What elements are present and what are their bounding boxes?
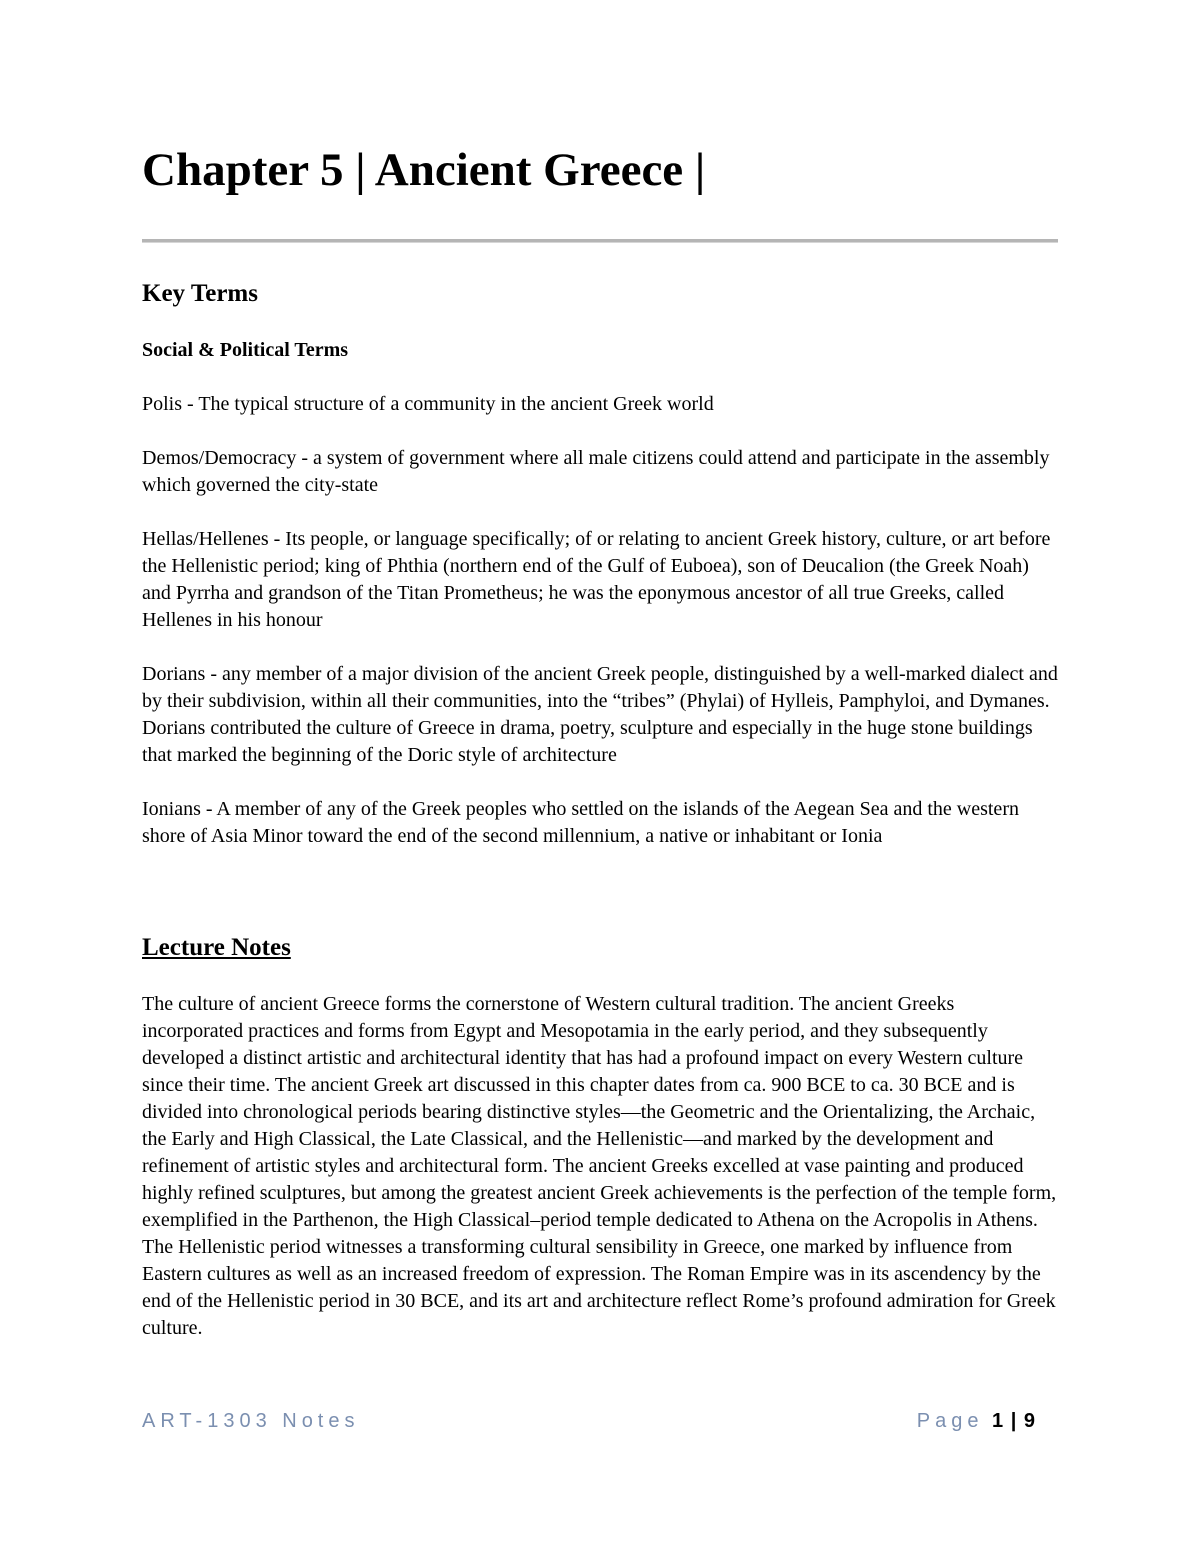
term-dorians: Dorians - any member of a major division of the ancient Greek people, distinguished by a well-marked dialect and by their subdivision, within all their communities, into the “tribes” (Phylai) of Hylleis, Pamphyloi, and Dymanes. Dorians contributed the culture of Greece in drama, poetry, sculpture and especially in the huge stone buildings that marked the beginning of the Doric style of architecture: [142, 663, 1058, 766]
page-footer: [142, 1410, 1035, 1440]
term-democracy: Demos/Democracy - a system of government where all male citizens could attend and participate in the assembly which governed the city-state: [142, 447, 1050, 496]
footer-page-indicator: [917, 1410, 1035, 1433]
footer-total-pages: 9: [1023, 1410, 1035, 1432]
footer-page-separator: |: [1010, 1410, 1017, 1432]
key-terms-heading: Key Terms: [142, 280, 258, 307]
term-hellenes: Hellas/Hellenes - Its people, or language specifically; of or relating to ancient Greek history, culture, or art before the Hellenistic period; king of Phthia (northern end of the Gulf of Euboea), son of Deucalion (the Greek Noah) and Pyrrha and grandson of the Titan Prometheus; he was the eponymous ancestor of all true Greeks, called Hellenes in his honour: [142, 528, 1051, 631]
footer-course-label: ART-1303 Notes: [142, 1410, 360, 1432]
footer-page-number: 1: [992, 1410, 1004, 1432]
title-divider: [142, 239, 1058, 243]
lecture-notes-heading: Lecture Notes: [142, 934, 291, 961]
footer-page-label: Page: [916, 1410, 984, 1432]
term-ionians: Ionians - A member of any of the Greek peoples who settled on the islands of the Aegean Sea and the western shore of Asia Minor toward the end of the second millennium, a native or inhabitant or Ionia: [142, 798, 1019, 847]
lecture-notes-text: The culture of ancient Greece forms the cornerstone of Western cultural tradition. The ancient Greeks incorporated practices and forms from Egypt and Mesopotamia in the early period, and they subsequently developed a distinct artistic and architectural identity that has had a profound impact on every Western culture since their time. The ancient Greek art discussed in this chapter dates from ca. 900 BCE to ca. 30 BCE and is divided into chronological periods bearing distinctive styles—the Geometric and the Orientalizing, the Archaic, the Early and High Classical, the Late Classical, and the Hellenistic—and marked by the development and refinement of artistic styles and architectural form. The ancient Greeks excelled at vase painting and produced highly refined sculptures, but among the greatest ancient Greek achievements is the perfection of the temple form, exemplified in the Parthenon, the High Classical–period temple dedicated to Athena on the Acropolis in Athens. The Hellenistic period witnesses a transforming cultural sensibility in Greece, one marked by influence from Eastern cultures as well as an increased freedom of expression. The Roman Empire was in its ascendency by the end of the Hellenistic period in 30 BCE, and its art and architecture reflect Rome’s profound admiration for Greek culture.: [142, 993, 1057, 1339]
term-polis: Polis - The typical structure of a community in the ancient Greek world: [142, 393, 714, 415]
social-political-heading: Social & Political Terms: [142, 339, 349, 361]
terms-list: [142, 391, 1060, 877]
chapter-title: Chapter 5 | Ancient Greece |: [142, 144, 706, 196]
